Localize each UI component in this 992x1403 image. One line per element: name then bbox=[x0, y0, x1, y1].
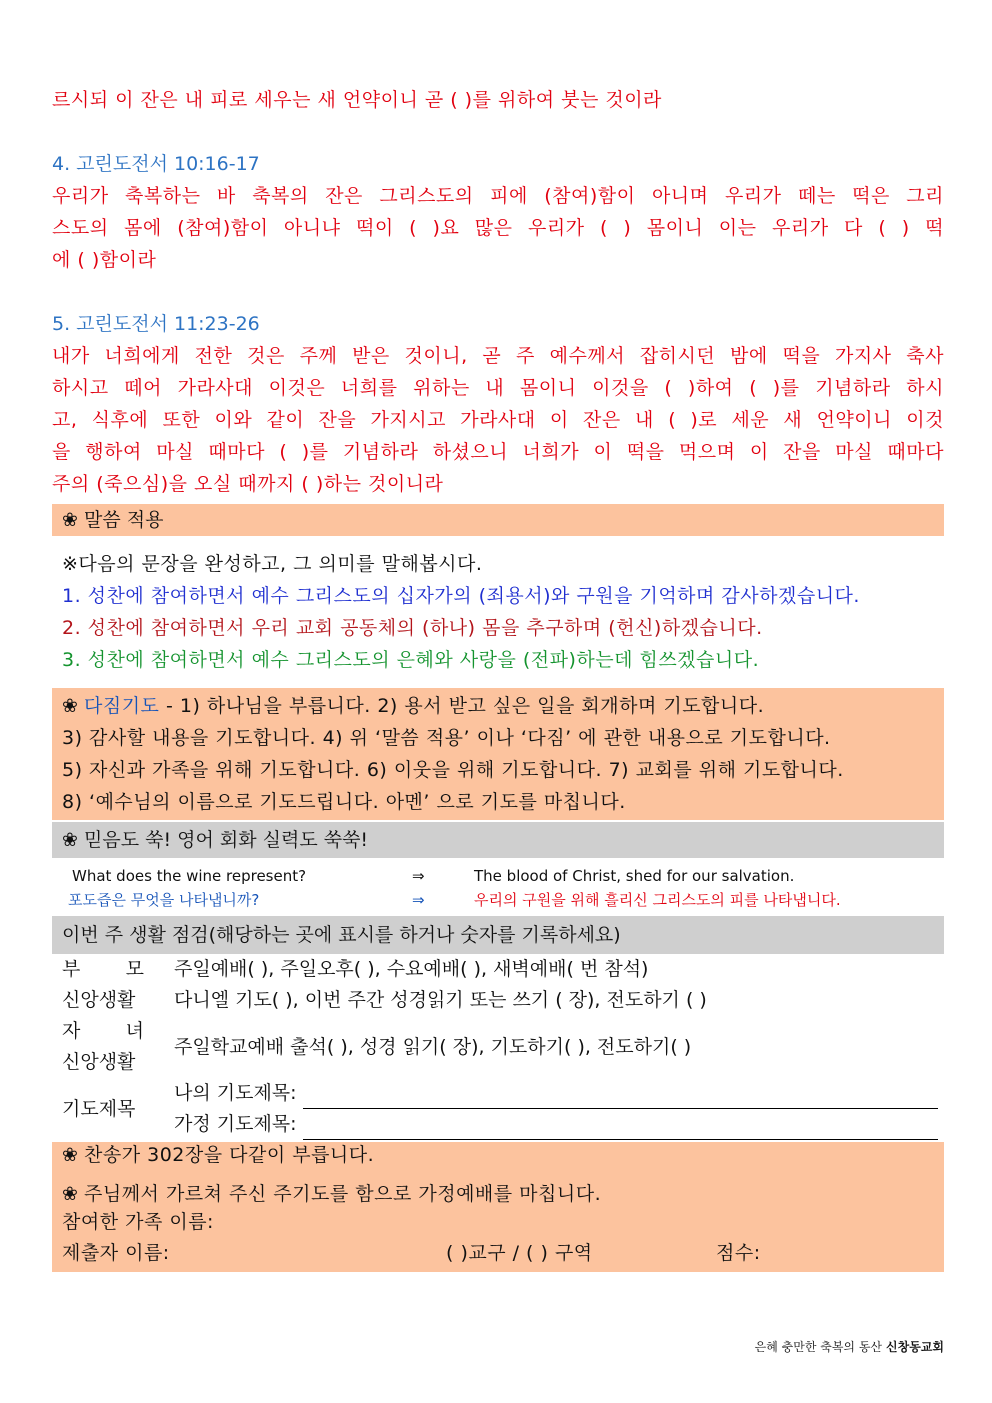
parents-label-2: 신앙생활 bbox=[62, 989, 136, 1011]
flower-icon: ❀ bbox=[62, 695, 79, 717]
my-prayer-label: 나의 기도제목: bbox=[174, 1082, 297, 1104]
flower-icon: ❀ bbox=[62, 1144, 79, 1166]
arrow-right-icon: ⇒ bbox=[412, 867, 425, 885]
english-header-text: 믿음도 쑥! 영어 회화 실력도 쑥쑥! bbox=[84, 829, 369, 851]
application-item-2: 2. 성찬에 참여하면서 우리 교회 공동체의 (하나) 몸을 추구하며 (헌신)하겠습니다. bbox=[62, 617, 763, 639]
application-item-3: 3. 성찬에 참여하면서 예수 그리스도의 은혜와 사랑을 (전파)하는데 힘쓰겠습니다. bbox=[62, 649, 760, 671]
children-row bbox=[52, 1016, 944, 1078]
flower-icon: ❀ bbox=[62, 1183, 79, 1205]
prayer-section bbox=[52, 688, 944, 820]
my-prayer-input[interactable] bbox=[303, 1084, 938, 1109]
english-answer: The blood of Christ, shed for our salvation. bbox=[474, 867, 795, 885]
my-prayer-line bbox=[174, 1078, 944, 1109]
family-prayer-label: 가정 기도제목: bbox=[174, 1113, 297, 1135]
family-prayer-line bbox=[174, 1109, 944, 1140]
prayer-line-3: 5) 자신과 가족을 위해 기도합니다. 6) 이웃을 위해 기도합니다. 7) 교회를 위해 기도합니다. bbox=[62, 759, 844, 781]
checkup-header: 이번 주 생활 점검(해당하는 곳에 표시를 하거나 숫자를 기록하세요) bbox=[52, 916, 944, 954]
english-question: What does the wine represent? bbox=[72, 867, 307, 885]
score-label: 점수: bbox=[716, 1242, 761, 1264]
church-name: 신창동교회 bbox=[886, 1340, 944, 1354]
english-section bbox=[52, 858, 944, 916]
verse-top-line: 르시되 이 잔은 내 피로 세우는 새 언약이니 곧 ( )를 위하여 붓는 것이라 bbox=[52, 89, 662, 111]
worship-sheet bbox=[52, 84, 944, 1272]
verse5-line-3: 고, 식후에 또한 이와 같이 잔을 가지시고 가라사대 이 잔은 내 ( )로 세운 새 언약이니 이것 bbox=[52, 409, 944, 431]
parents-label: 부 모 bbox=[62, 958, 144, 980]
checkup-table bbox=[52, 954, 944, 1140]
flower-icon: ❀ bbox=[62, 509, 78, 531]
verse5-line-1: 내가 너희에게 전한 것은 주께 받은 것이니, 곧 주 예수께서 잡히시던 밤에 떡을 가지사 축사 bbox=[52, 345, 944, 367]
parents-row-2 bbox=[52, 985, 944, 1016]
flower-icon: ❀ bbox=[62, 829, 78, 851]
application-header bbox=[52, 504, 944, 536]
verse4-line-2: 스도의 몸에 (참여)함이 아니냐 떡이 ( )요 많은 우리가 ( ) 몸이니 이는 우리가 다 ( ) 떡 bbox=[52, 217, 944, 239]
korean-answer: 우리의 구원을 위해 흘리신 그리스도의 피를 나타냅니다. bbox=[474, 891, 841, 909]
family-prayer-input[interactable] bbox=[303, 1115, 938, 1140]
verse5-title: 5. 고린도전서 11:23-26 bbox=[52, 313, 260, 335]
footer-slogan: 은혜 충만한 축복의 동산 bbox=[754, 1340, 883, 1354]
verse4-line-1: 우리가 축복하는 바 축복의 잔은 그리스도의 피에 (참여)함이 아니며 우리가 떼는 떡은 그리 bbox=[52, 185, 944, 207]
district-field: ( )교구 / ( ) 구역 bbox=[446, 1242, 593, 1264]
prayer-line-1: - 1) 하나님을 부릅니다. 2) 용서 받고 싶은 일을 회개하며 기도합니다. bbox=[159, 695, 765, 717]
verse4-title: 4. 고린도전서 10:16-17 bbox=[52, 153, 260, 175]
application-item-1: 1. 성찬에 참여하면서 예수 그리스도의 십자가의 (죄용서)와 구원을 기억하며 감사하겠습니다. bbox=[62, 585, 860, 607]
korean-question: 포도즙은 무엇을 나타냅니까? bbox=[68, 891, 260, 909]
prayer-label: 다짐기도 bbox=[84, 695, 160, 717]
arrow-right-icon: ⇒ bbox=[412, 891, 425, 909]
submitter-label: 제출자 이름: bbox=[62, 1242, 170, 1264]
korean-row bbox=[52, 888, 944, 912]
parents-row-1 bbox=[52, 954, 944, 985]
verse5-line-5: 주의 (죽으심)을 오실 때까지 ( )하는 것이니라 bbox=[52, 473, 444, 495]
parents-activities: 다니엘 기도( ), 이번 주간 성경읽기 또는 쓰기 ( 장), 전도하기 ( ) bbox=[174, 989, 707, 1011]
footer bbox=[755, 1338, 944, 1355]
english-header bbox=[52, 822, 944, 858]
children-activities: 주일학교예배 출석( ), 성경 읽기( 장), 기도하기( ), 전도하기( ) bbox=[174, 1035, 692, 1058]
application-intro: ※다음의 문장을 완성하고, 그 의미를 말해봅시다. bbox=[62, 553, 483, 575]
prayer-topics-label: 기도제목 bbox=[62, 1097, 136, 1120]
prayer-line-2: 3) 감사할 내용을 기도합니다. 4) 위 ‘말씀 적용’ 이나 ‘다짐’ 에 관한 내용으로 기도합니다. bbox=[62, 727, 831, 749]
closing-section bbox=[52, 1142, 944, 1272]
prayer-line-4: 8) ‘예수님의 이름으로 기도드립니다. 아멘’ 으로 기도를 마칩니다. bbox=[62, 791, 626, 813]
verse4-line-3: 에 ( )함이라 bbox=[52, 249, 157, 271]
lords-prayer-text: 주님께서 가르쳐 주신 주기도를 함으로 가정예배를 마칩니다. bbox=[84, 1183, 602, 1205]
application-header-text: 말씀 적용 bbox=[84, 509, 164, 531]
parents-attendance: 주일예배( ), 주일오후( ), 수요예배( ), 새벽예배( 번 참석) bbox=[174, 958, 649, 980]
verse5-line-4: 을 행하여 마실 때마다 ( )를 기념하라 하셨으니 너희가 이 떡을 먹으며 이 잔을 마실 때마다 bbox=[52, 441, 944, 463]
children-label: 자 녀 신앙생활 bbox=[62, 1020, 144, 1073]
submitter-line bbox=[62, 1236, 944, 1270]
family-names-label: 참여한 가족 이름: bbox=[62, 1211, 214, 1233]
prayer-topics-row bbox=[52, 1078, 944, 1140]
hymn-text: 찬송가 302장을 다같이 부릅니다. bbox=[84, 1144, 375, 1166]
verse5-line-2: 하시고 떼어 가라사대 이것은 너희를 위하는 내 몸이니 이것을 ( )하여 ( )를 기념하라 하시 bbox=[52, 377, 944, 399]
english-row bbox=[52, 864, 944, 888]
